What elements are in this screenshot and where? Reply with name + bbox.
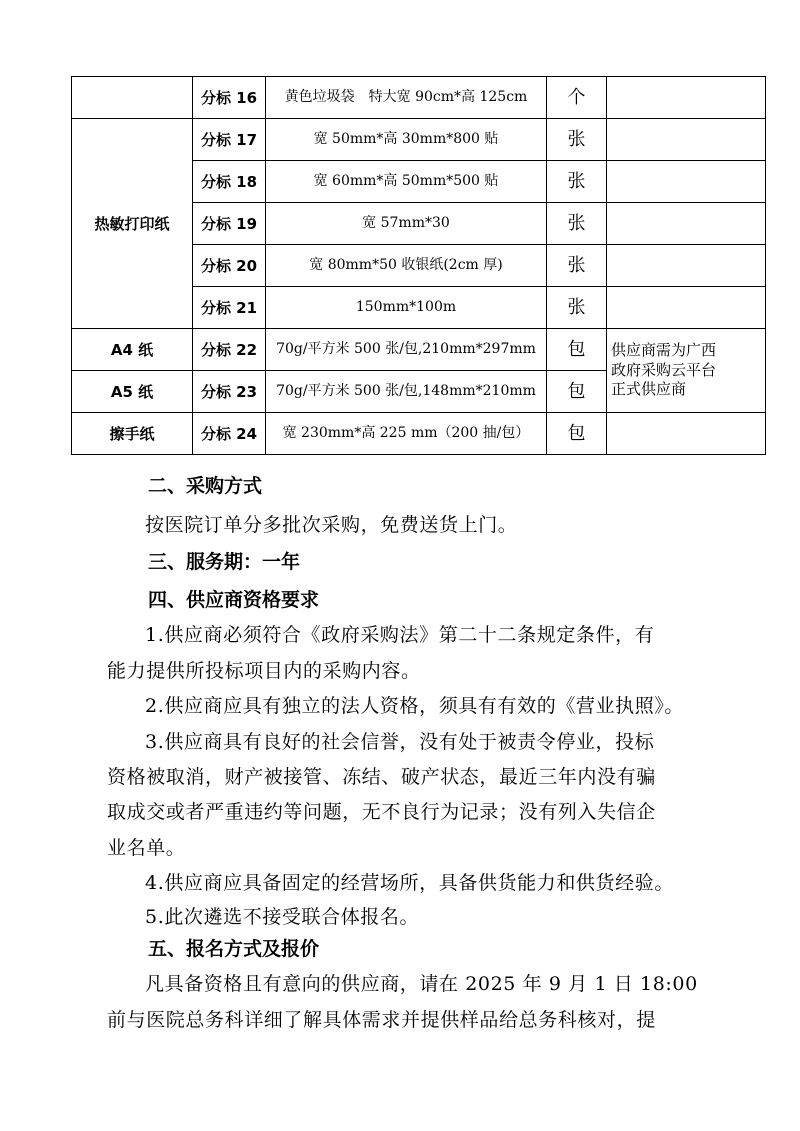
unit-cell: 包 bbox=[547, 329, 607, 371]
note-cell bbox=[607, 161, 766, 203]
table-row bbox=[72, 329, 766, 371]
section-heading-qualifications: 四、供应商资格要求 bbox=[148, 589, 320, 611]
spec-cell: 宽 50mm*高 30mm*800 贴 bbox=[266, 119, 547, 161]
note-cell bbox=[607, 77, 766, 119]
spec-cell: 宽 57mm*30 bbox=[266, 203, 547, 245]
table-row bbox=[72, 413, 766, 455]
procurement-method-text: 按医院订单分多批次采购，免费送货上门。 bbox=[145, 514, 518, 536]
lot-cell: 分标 18 bbox=[193, 161, 266, 203]
qualification-item-2: 2.供应商应具有独立的法人资格，须具有有效的《营业执照》。 bbox=[145, 695, 685, 717]
qualification-item-3: 3.供应商具有良好的社会信誉，没有处于被责令停业，投标 bbox=[145, 731, 655, 753]
unit-cell: 包 bbox=[547, 413, 607, 455]
note-cell bbox=[607, 119, 766, 161]
unit-cell: 个 bbox=[547, 77, 607, 119]
qualification-item-1-cont: 能力提供所投标项目内的采购内容。 bbox=[107, 660, 421, 682]
unit-cell: 包 bbox=[547, 371, 607, 413]
qualification-item-3-cont: 业名单。 bbox=[107, 837, 186, 859]
lot-cell: 分标 19 bbox=[193, 203, 266, 245]
qualification-item-5: 5.此次遴选不接受联合体报名。 bbox=[145, 906, 420, 928]
lot-cell: 分标 23 bbox=[193, 371, 266, 413]
note-line: 政府采购云平台 bbox=[611, 360, 717, 379]
section-heading-service-period: 三、服务期：一年 bbox=[148, 551, 301, 573]
spec-cell: 宽 80mm*50 收银纸(2cm 厚) bbox=[266, 245, 547, 287]
table-row bbox=[72, 119, 766, 161]
note-cell bbox=[607, 413, 766, 455]
lot-cell: 分标 21 bbox=[193, 287, 266, 329]
supplier-requirement-note bbox=[607, 329, 766, 413]
unit-cell: 张 bbox=[547, 203, 607, 245]
lot-cell: 分标 24 bbox=[193, 413, 266, 455]
note-cell bbox=[607, 203, 766, 245]
spec-cell: 黄色垃圾袋 特大宽 90cm*高 125cm bbox=[266, 77, 547, 119]
registration-text-cont: 前与医院总务科详细了解具体需求并提供样品给总务科核对，提 bbox=[107, 1009, 656, 1031]
qualification-item-1: 1.供应商必须符合《政府采购法》第二十二条规定条件，有 bbox=[145, 624, 655, 646]
category-cell: 热敏打印纸 bbox=[72, 119, 193, 329]
note-line: 正式供应商 bbox=[611, 380, 687, 399]
note-cell bbox=[607, 287, 766, 329]
spec-cell: 70g/平方米 500 张/包,210mm*297mm bbox=[266, 329, 547, 371]
spec-cell: 宽 230mm*高 225 mm（200 抽/包） bbox=[266, 413, 547, 455]
qualification-item-4: 4.供应商应具备固定的经营场所，具备供货能力和供货经验。 bbox=[145, 872, 674, 894]
spec-cell: 150mm*100m bbox=[266, 287, 547, 329]
lot-cell: 分标 20 bbox=[193, 245, 266, 287]
table-row bbox=[72, 77, 766, 119]
procurement-table bbox=[71, 76, 766, 455]
unit-cell: 张 bbox=[547, 287, 607, 329]
section-heading-procurement-method: 二、采购方式 bbox=[148, 475, 263, 497]
unit-cell: 张 bbox=[547, 245, 607, 287]
spec-cell: 宽 60mm*高 50mm*500 贴 bbox=[266, 161, 547, 203]
category-cell: A5 纸 bbox=[72, 371, 193, 413]
qualification-item-3-cont: 取成交或者严重违约等问题，无不良行为记录；没有列入失信企 bbox=[107, 801, 656, 823]
note-cell bbox=[607, 245, 766, 287]
registration-text: 凡具备资格且有意向的供应商，请在 2025 年 9 月 1 日 18:00 bbox=[145, 973, 698, 995]
category-cell: A4 纸 bbox=[72, 329, 193, 371]
category-cell bbox=[72, 77, 193, 119]
spec-cell: 70g/平方米 500 张/包,148mm*210mm bbox=[266, 371, 547, 413]
lot-cell: 分标 22 bbox=[193, 329, 266, 371]
lot-cell: 分标 16 bbox=[193, 77, 266, 119]
unit-cell: 张 bbox=[547, 161, 607, 203]
qualification-item-3-cont: 资格被取消，财产被接管、冻结、破产状态，最近三年内没有骗 bbox=[107, 766, 656, 788]
unit-cell: 张 bbox=[547, 119, 607, 161]
section-heading-registration: 五、报名方式及报价 bbox=[148, 938, 320, 960]
category-cell: 擦手纸 bbox=[72, 413, 193, 455]
lot-cell: 分标 17 bbox=[193, 119, 266, 161]
note-line: 供应商需为广西 bbox=[611, 341, 717, 360]
